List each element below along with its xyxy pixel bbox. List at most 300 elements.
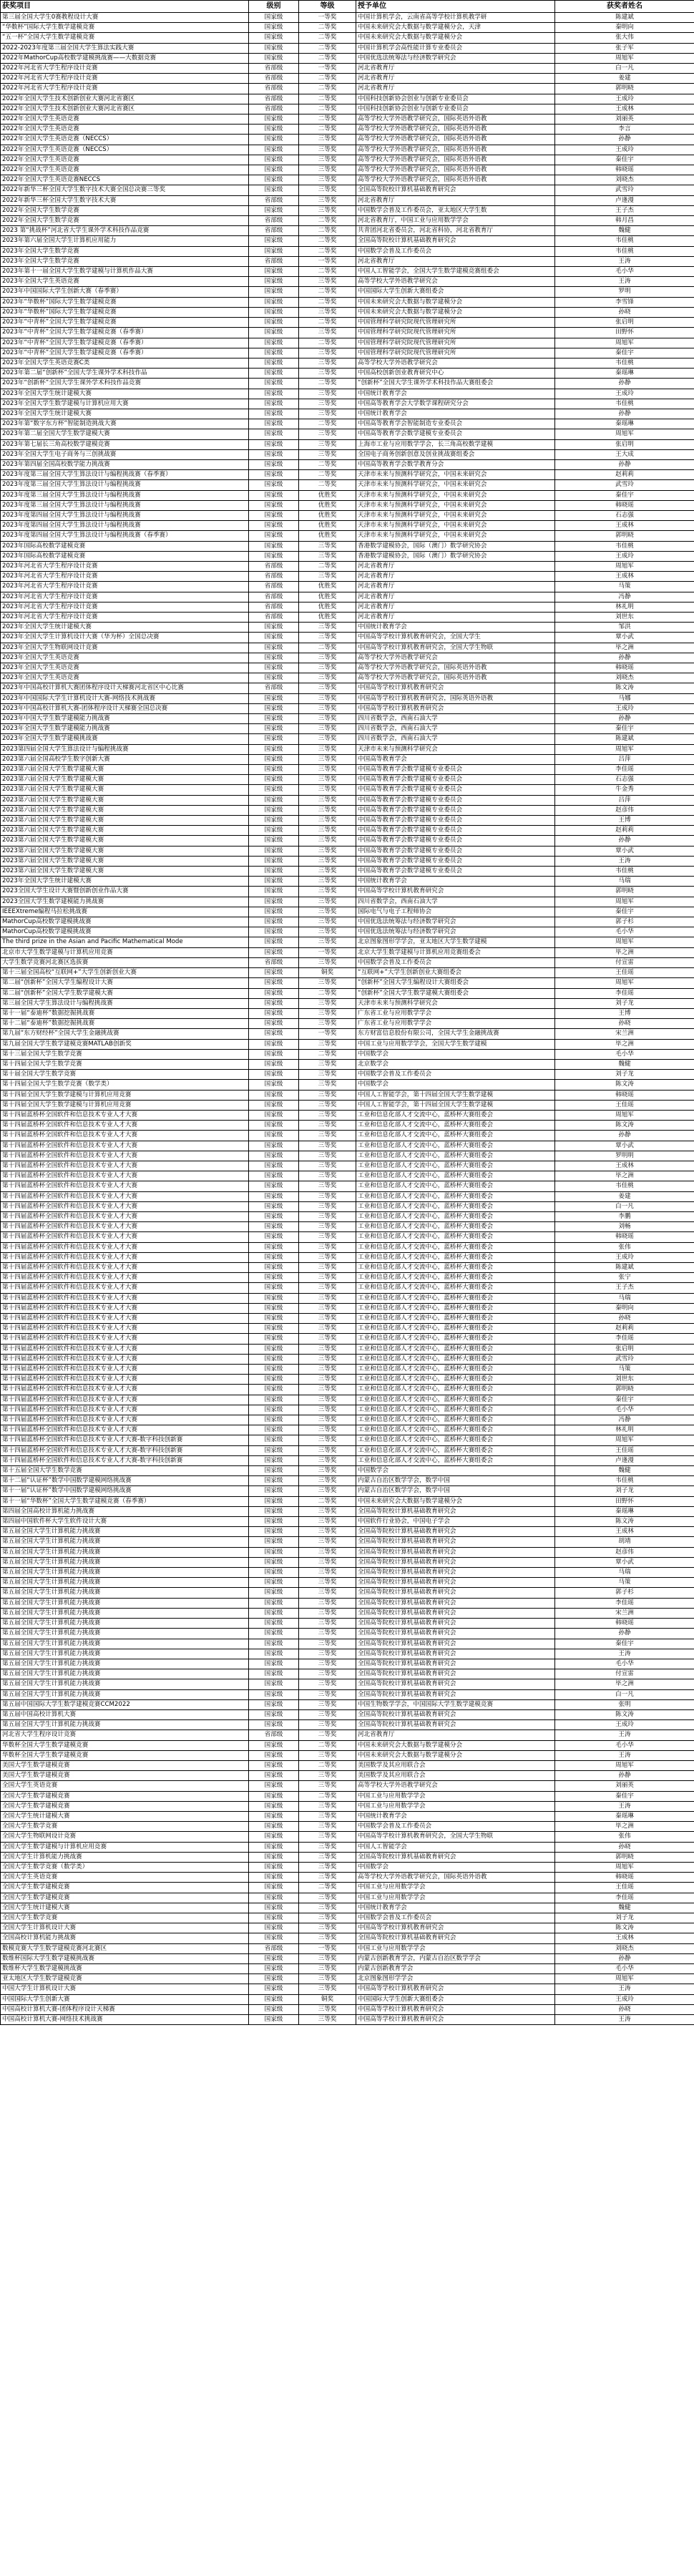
cell-winner: 韩晓瑶 — [555, 1873, 694, 1883]
cell-project: 全国大学生计算机能力挑战赛 — [1, 1852, 249, 1862]
table-row — [1, 1405, 694, 1415]
cell-project: 中国国际大学生创新大赛 — [1, 1994, 249, 2004]
cell-level: 省部级 — [249, 74, 299, 84]
cell-level: 国家级 — [249, 1486, 299, 1496]
cell-issuer: 中国数学会普及工作委员会 — [356, 246, 555, 256]
cell-grade: 三等奖 — [299, 1375, 356, 1385]
cell-project: 2023年第十一届全国大学生数学建模与计算机作品大赛 — [1, 267, 249, 277]
table-row — [1, 1943, 694, 1953]
table-row — [1, 1811, 694, 1821]
cell-project: 2023年度第三届全国大学生算法设计与编程挑战赛 — [1, 500, 249, 510]
cell-level: 国家级 — [249, 1365, 299, 1375]
cell-issuer: 天津市未来与预测科学研究会，中国未来研究会 — [356, 470, 555, 480]
cell-level: 省部级 — [249, 84, 299, 94]
cell-project: 第十四届蓝桥杯全国软件和信息技术专业人才大赛 — [1, 1151, 249, 1161]
cell-issuer: 工业和信息化部人才交流中心，蓝桥杯大赛组委会 — [356, 1354, 555, 1364]
cell-grade: 三等奖 — [299, 867, 356, 877]
cell-grade: 三等奖 — [299, 1598, 356, 1608]
cell-winner: 武雪玲 — [555, 480, 694, 490]
cell-winner: 韦佳桃 — [555, 358, 694, 368]
cell-issuer: 中国统计教育学会 — [356, 877, 555, 887]
cell-project: 第九届全国大学生数学建模竞赛MATLAB创新奖 — [1, 1039, 249, 1049]
table-row — [1, 1314, 694, 1324]
cell-project: 美国大学生数学建模竞赛 — [1, 1760, 249, 1770]
cell-winner: 王涛 — [555, 256, 694, 266]
cell-issuer: 中国高等教育学会数学建模专业委员会 — [356, 775, 555, 785]
cell-grade: 三等奖 — [299, 399, 356, 409]
cell-grade: 三等奖 — [299, 623, 356, 633]
table-row — [1, 13, 694, 23]
cell-grade: 三等奖 — [299, 429, 356, 439]
cell-grade: 三等奖 — [299, 1619, 356, 1629]
cell-project: 第二届“创新杯”全国大学生编程设计大赛 — [1, 978, 249, 988]
cell-grade: 三等奖 — [299, 328, 356, 338]
cell-winner: 韩晓瑶 — [555, 1090, 694, 1100]
cell-winner: 陈文涛 — [555, 1517, 694, 1527]
cell-level: 国家级 — [249, 1893, 299, 1903]
cell-winner: 王成林 — [555, 521, 694, 531]
cell-project: 第十四届蓝桥杯全国软件和信息技术专业人才大赛 — [1, 1344, 249, 1354]
cell-winner: 白一凡 — [555, 1689, 694, 1699]
cell-winner: 秦瑶琳 — [555, 419, 694, 429]
cell-issuer: 工业和信息化部人才交流中心，蓝桥杯大赛组委会 — [356, 1110, 555, 1120]
cell-level: 国家级 — [249, 1161, 299, 1171]
cell-level: 国家级 — [249, 53, 299, 63]
cell-project: 2023第六届全国大学生数学建模大赛 — [1, 765, 249, 775]
cell-project: 2023年“华数杯”国际大学生数学建模竞赛 — [1, 307, 249, 317]
cell-winner: 毕之洲 — [555, 1171, 694, 1181]
cell-issuer: 全国高等院校计算机基础教育研究会 — [356, 1689, 555, 1699]
cell-issuer: 中国工业与应用数学学会 — [356, 1893, 555, 1903]
table-row — [1, 1709, 694, 1719]
cell-grade: 三等奖 — [299, 1893, 356, 1903]
cell-project: 全国大学生统计建模大赛 — [1, 1811, 249, 1821]
cell-issuer: 中国高等教育学会数学建模专业委员会 — [356, 826, 555, 836]
cell-grade: 三等奖 — [299, 1344, 356, 1354]
cell-project: 2023年“中青杯”全国大学生数学建模竞赛 — [1, 318, 249, 328]
table-row — [1, 1862, 694, 1872]
cell-issuer: 工业和信息化部人才交流中心，蓝桥杯大赛组委会 — [356, 1303, 555, 1313]
cell-project: 第十一届“华数杯”全国大学生数学建模竞赛（春季赛） — [1, 1496, 249, 1506]
cell-winner: 陈建斌 — [555, 734, 694, 744]
cell-winner: 王成林 — [555, 1933, 694, 1943]
cell-project: 第四届全国高校计算机能力挑战赛 — [1, 1506, 249, 1516]
cell-winner: 王成林 — [555, 1161, 694, 1171]
cell-issuer: 东方财富信息股份有限公司，全国大学生金融挑战赛 — [356, 1029, 555, 1039]
cell-winner: 王佳瑶 — [555, 1445, 694, 1455]
cell-issuer: 中国高等学校计算机教育研究会 — [356, 683, 555, 693]
cell-issuer: 工业和信息化部人才交流中心，蓝桥杯大赛组委会 — [356, 1211, 555, 1221]
cell-issuer: 全国高等院校计算机基础教育研究会 — [356, 1547, 555, 1557]
cell-project: 第五届全国大学生计算机能力挑战赛 — [1, 1588, 249, 1598]
cell-winner: 王佳瑶 — [555, 968, 694, 978]
cell-level: 国家级 — [249, 1354, 299, 1364]
cell-winner: 李雪锋 — [555, 297, 694, 307]
cell-level: 国家级 — [249, 1832, 299, 1842]
cell-project: 2023年全国大学生英语竞赛C类 — [1, 358, 249, 368]
cell-winner: 张启明 — [555, 1344, 694, 1354]
table-row — [1, 2015, 694, 2025]
cell-issuer: 中国数学会普及工作委员会，亚太地区大学生数 — [356, 205, 555, 215]
cell-issuer: 天津市未来与预测科学研究会，中国未来研究会 — [356, 510, 555, 520]
cell-project: 2023年第六届全国大学生计算机应用能力 — [1, 236, 249, 246]
cell-project: 第十四届蓝桥杯全国软件和信息技术专业人才大赛 — [1, 1303, 249, 1313]
cell-issuer: 中国高等教育学会数学建模专业委员会 — [356, 785, 555, 795]
cell-project: 2023第六届全国大学生数学建模大赛 — [1, 775, 249, 785]
cell-grade: 二等奖 — [299, 43, 356, 53]
cell-grade: 二等奖 — [299, 338, 356, 348]
cell-grade: 三等奖 — [299, 348, 356, 358]
cell-project: 2023年全国大学生数学建模挑战赛 — [1, 734, 249, 744]
cell-project: 第九届“东方财经杯”全国大学生金融挑战赛 — [1, 1029, 249, 1039]
cell-issuer: 中国统计教育学会 — [356, 623, 555, 633]
cell-issuer: 河北省教育厅 — [356, 572, 555, 582]
cell-grade: 二等奖 — [299, 236, 356, 246]
cell-project: 2023第六届全国大学生数学建模大赛 — [1, 836, 249, 846]
table-row — [1, 1883, 694, 1893]
table-row — [1, 1506, 694, 1516]
cell-issuer: 工业和信息化部人才交流中心，蓝桥杯大赛组委会 — [356, 1435, 555, 1445]
table-row — [1, 1354, 694, 1364]
cell-level: 国家级 — [249, 1953, 299, 1963]
cell-issuer: 中国未来研究会大数据与数学建模分会 — [356, 1750, 555, 1760]
cell-winner: 毕之洲 — [555, 1679, 694, 1689]
cell-grade: 三等奖 — [299, 307, 356, 317]
cell-grade: 三等奖 — [299, 1649, 356, 1659]
table-row — [1, 643, 694, 653]
cell-level: 国家级 — [249, 978, 299, 988]
cell-level: 国家级 — [249, 1314, 299, 1324]
cell-winner: 牛金秀 — [555, 785, 694, 795]
cell-issuer: “互联网+”大学生创新创业大赛组委会 — [356, 968, 555, 978]
cell-project: 第十四届蓝桥杯全国软件和信息技术专业人才大赛 — [1, 1201, 249, 1211]
cell-winner: 王涛 — [555, 1801, 694, 1811]
cell-winner: 魏健 — [555, 1059, 694, 1069]
cell-project: 第十四届蓝桥杯全国软件和信息技术专业人才大赛 — [1, 1283, 249, 1293]
cell-winner: 赵彦伟 — [555, 805, 694, 815]
cell-project: 北京市大学生数学建模与计算机应用竞赛 — [1, 947, 249, 957]
table-row — [1, 114, 694, 125]
cell-level: 国家级 — [249, 419, 299, 429]
cell-grade: 三等奖 — [299, 1862, 356, 1872]
cell-issuer: 工业和信息化部人才交流中心，蓝桥杯大赛组委会 — [356, 1314, 555, 1324]
cell-level: 国家级 — [249, 1842, 299, 1852]
table-row — [1, 439, 694, 449]
table-row — [1, 1110, 694, 1120]
cell-winner: 卢逢漫 — [555, 1455, 694, 1465]
table-row — [1, 1527, 694, 1537]
cell-winner: 罗明 — [555, 287, 694, 297]
cell-issuer: 高等学校大学外语教学研究会，国际英语外语教 — [356, 165, 555, 175]
cell-grade: 二等奖 — [299, 74, 356, 84]
cell-level: 国家级 — [249, 1913, 299, 1923]
cell-issuer: 全国高等院校计算机基础教育研究会 — [356, 1649, 555, 1659]
cell-project: 第十四届蓝桥杯全国软件和信息技术专业人才大赛 — [1, 1262, 249, 1272]
cell-winner: 孙晓 — [555, 1314, 694, 1324]
cell-level: 国家级 — [249, 1181, 299, 1191]
table-row — [1, 1730, 694, 1740]
cell-winner: 罗明明 — [555, 1151, 694, 1161]
cell-issuer: 天津市未来与预测科学研究会，中国未来研究会 — [356, 531, 555, 541]
cell-winner: 秦明向 — [555, 1303, 694, 1313]
cell-issuer: 全国高等院校计算机基础教育研究会 — [356, 1608, 555, 1618]
cell-level: 省部级 — [249, 64, 299, 74]
cell-level: 国家级 — [249, 1709, 299, 1719]
cell-level: 国家级 — [249, 500, 299, 510]
cell-grade: 三等奖 — [299, 541, 356, 551]
table-row — [1, 1659, 694, 1669]
cell-issuer: 中国工业与应用数学学会 — [356, 1791, 555, 1801]
cell-winner: 李鹏 — [555, 1211, 694, 1221]
cell-project: 2022-2023年度第三届全国大学生算法实践大赛 — [1, 43, 249, 53]
cell-project: 全国大学生英语竞赛 — [1, 1873, 249, 1883]
cell-grade: 三等奖 — [299, 1953, 356, 1963]
cell-project: 第十三届全国大学生数学竞赛 — [1, 1049, 249, 1059]
cell-level: 国家级 — [249, 714, 299, 724]
cell-issuer: 中国生物数学学会，中国国际大学生数学建模竞赛 — [356, 1699, 555, 1709]
cell-project: 第十四届蓝桥杯全国软件和信息技术专业人才大赛 — [1, 1191, 249, 1201]
cell-winner: 毛小华 — [555, 1964, 694, 1974]
table-row — [1, 155, 694, 165]
cell-project: 第十四届蓝桥杯全国软件和信息技术专业人才大赛 — [1, 1425, 249, 1435]
cell-grade: 三等奖 — [299, 1913, 356, 1923]
header-level: 级别 — [249, 1, 299, 13]
table-row — [1, 1517, 694, 1527]
cell-grade: 一等奖 — [299, 947, 356, 957]
table-row — [1, 703, 694, 713]
cell-issuer: 中国统计教育学会 — [356, 389, 555, 399]
cell-level: 国家级 — [249, 1862, 299, 1872]
cell-grade: 三等奖 — [299, 1842, 356, 1852]
cell-grade: 三等奖 — [299, 1283, 356, 1293]
cell-project: 2023 第“挑战杯”河北省大学生课外学术科技作品竞赛 — [1, 226, 249, 236]
cell-winner: 王成玲 — [555, 703, 694, 713]
table-row — [1, 1232, 694, 1242]
cell-winner: 孙晓 — [555, 1842, 694, 1852]
cell-project: 第十四届蓝桥杯全国软件和信息技术专业人才大赛 — [1, 1131, 249, 1141]
cell-level: 国家级 — [249, 389, 299, 399]
cell-winner: 赵彦伟 — [555, 1547, 694, 1557]
cell-winner: 毕之洲 — [555, 1822, 694, 1832]
cell-issuer: 香港数学建模协会，国际（澳门）数学研究协会 — [356, 551, 555, 561]
cell-issuer: 中国高等学校计算机教育研究会 — [356, 1923, 555, 1933]
table-row — [1, 64, 694, 74]
cell-level: 国家级 — [249, 449, 299, 459]
cell-issuer: 内蒙古自治区数学学会，数学中国 — [356, 1486, 555, 1496]
cell-project: 第五届全国大学生计算机能力挑战赛 — [1, 1619, 249, 1629]
cell-winner: 马瑞 — [555, 1568, 694, 1578]
cell-winner: 孙静 — [555, 409, 694, 419]
cell-level: 省部级 — [249, 683, 299, 693]
table-row — [1, 175, 694, 185]
cell-grade: 三等奖 — [299, 957, 356, 967]
cell-level: 国家级 — [249, 1537, 299, 1547]
cell-issuer: 工业和信息化部人才交流中心，蓝桥杯大赛组委会 — [356, 1425, 555, 1435]
cell-project: 全国大学生物联网设计竞赛 — [1, 1832, 249, 1842]
table-row — [1, 145, 694, 155]
cell-level: 国家级 — [249, 1811, 299, 1821]
table-row — [1, 805, 694, 815]
cell-project: 2023年全国大学生英语竞赛 — [1, 277, 249, 287]
cell-winner: 周旭军 — [555, 744, 694, 754]
cell-winner: 王成林 — [555, 572, 694, 582]
cell-grade: 三等奖 — [299, 1080, 356, 1090]
cell-grade: 三等奖 — [299, 369, 356, 379]
table-row — [1, 1588, 694, 1598]
cell-project: 第十届全国大学生数学竞赛 — [1, 1070, 249, 1080]
cell-level: 国家级 — [249, 623, 299, 633]
cell-project: 美国大学生数学建模竞赛 — [1, 1771, 249, 1781]
cell-issuer: 高等学校大学外语教学研究会，国际英语外语教 — [356, 1873, 555, 1883]
cell-level: 国家级 — [249, 1283, 299, 1293]
cell-winner: 王涛 — [555, 1984, 694, 1994]
cell-project: 2023第六届全国大学生数学建模大赛 — [1, 795, 249, 805]
cell-level: 国家级 — [249, 1964, 299, 1974]
cell-winner: 张伟 — [555, 1832, 694, 1842]
cell-grade: 三等奖 — [299, 693, 356, 703]
table-row — [1, 1375, 694, 1385]
cell-level: 国家级 — [249, 897, 299, 907]
cell-level: 国家级 — [249, 1720, 299, 1730]
cell-project: 第十四届蓝桥杯全国软件和信息技术专业人才大赛 — [1, 1375, 249, 1385]
table-row — [1, 1974, 694, 1984]
cell-project: 2023年第七届长三角高校数学建模竞赛 — [1, 439, 249, 449]
table-row — [1, 957, 694, 967]
cell-project: 第十四届蓝桥杯全国软件和信息技术专业人才大赛 — [1, 1161, 249, 1171]
cell-grade: 优胜奖 — [299, 602, 356, 612]
cell-issuer: 全国高等院校计算机基础教育研究会 — [356, 1669, 555, 1679]
table-row — [1, 369, 694, 379]
cell-winner: 周旭军 — [555, 338, 694, 348]
cell-project: 第十四届蓝桥杯全国软件和信息技术专业人才大赛 — [1, 1252, 249, 1262]
cell-project: 2023年河北省大学生程序设计竞赛 — [1, 592, 249, 602]
cell-level: 国家级 — [249, 703, 299, 713]
cell-level: 国家级 — [249, 1760, 299, 1770]
cell-winner: 郭子杉 — [555, 1588, 694, 1598]
cell-winner: 张明 — [555, 1699, 694, 1709]
cell-project: 第十四届蓝桥杯全国软件和信息技术专业人才大赛 — [1, 1354, 249, 1364]
cell-level: 国家级 — [249, 775, 299, 785]
cell-project: 2022年全国大学生英语竞赛NECCS — [1, 175, 249, 185]
cell-project: 2023年河北省大学生程序设计竞赛 — [1, 612, 249, 622]
cell-project: 第十四届全国大学生数学建模与计算机应用竞赛 — [1, 1100, 249, 1110]
table-row — [1, 459, 694, 469]
cell-issuer: 中国管理科学研究院现代管理研究所 — [356, 348, 555, 358]
cell-project: 全国大学生数学竞赛 — [1, 1913, 249, 1923]
cell-level: 国家级 — [249, 1873, 299, 1883]
cell-issuer: 河北省教育厅 — [356, 561, 555, 571]
cell-grade: 三等奖 — [299, 1781, 356, 1791]
table-row — [1, 1121, 694, 1131]
cell-grade: 三等奖 — [299, 1832, 356, 1842]
cell-winner: 秦佳宇 — [555, 490, 694, 500]
cell-grade: 三等奖 — [299, 1933, 356, 1943]
cell-winner: 郭明晓 — [555, 84, 694, 94]
cell-level: 国家级 — [249, 1262, 299, 1272]
cell-level: 国家级 — [249, 663, 299, 673]
cell-project: 数维杯国际大学生数学建模挑战赛 — [1, 1953, 249, 1963]
cell-grade: 三等奖 — [299, 1679, 356, 1689]
cell-project: 2022年全国大学生英语竞赛 — [1, 125, 249, 135]
cell-level: 国家级 — [249, 1222, 299, 1232]
table-row — [1, 1466, 694, 1476]
cell-level: 国家级 — [249, 1659, 299, 1669]
cell-winner: 刘丽英 — [555, 114, 694, 125]
cell-level: 国家级 — [249, 459, 299, 469]
cell-issuer: 香港数学建模协会，国际（澳门）数学研究协会 — [356, 541, 555, 551]
table-row — [1, 348, 694, 358]
cell-level: 国家级 — [249, 1049, 299, 1059]
table-row — [1, 937, 694, 947]
table-row — [1, 1141, 694, 1151]
cell-grade: 三等奖 — [299, 1547, 356, 1557]
cell-grade: 三等奖 — [299, 1293, 356, 1303]
cell-level: 省部级 — [249, 216, 299, 226]
cell-winner: 秦佳宇 — [555, 1639, 694, 1649]
table-row — [1, 1801, 694, 1811]
cell-level: 国家级 — [249, 1466, 299, 1476]
cell-issuer: 工业和信息化部人才交流中心，蓝桥杯大赛组委会 — [356, 1121, 555, 1131]
cell-project: 2023年度第三届全国大学生算法设计与编程挑战赛（春季赛） — [1, 470, 249, 480]
cell-issuer: 工业和信息化部人才交流中心，蓝桥杯大赛组委会 — [356, 1445, 555, 1455]
cell-issuer: 中国科技创新协会创业与创新专业委员会 — [356, 104, 555, 114]
cell-issuer: 高等学校大学外语教学研究会，国际英语外语教 — [356, 663, 555, 673]
cell-issuer: 广东省工业与应用数学学会 — [356, 1008, 555, 1018]
cell-grade: 三等奖 — [299, 1903, 356, 1913]
table-row — [1, 1984, 694, 1994]
cell-grade: 三等奖 — [299, 1059, 356, 1069]
table-row — [1, 74, 694, 84]
cell-issuer: 工业和信息化部人才交流中心，蓝桥杯大赛组委会 — [356, 1252, 555, 1262]
cell-project: 第十四届蓝桥杯全国软件和信息技术专业人才大赛 — [1, 1121, 249, 1131]
cell-grade: 优胜奖 — [299, 531, 356, 541]
cell-winner: 孙晓 — [555, 307, 694, 317]
cell-project: 全国大学生数学建模竞赛 — [1, 1883, 249, 1893]
cell-grade: 三等奖 — [299, 551, 356, 561]
cell-issuer: 高等学校大学外语教学研究会，国际英语外语教 — [356, 155, 555, 165]
table-row — [1, 1059, 694, 1069]
cell-winner: 毛小华 — [555, 1659, 694, 1669]
cell-grade: 一等奖 — [299, 64, 356, 74]
cell-project: 2023第六届全国大学生数学建模大赛 — [1, 846, 249, 856]
table-row — [1, 226, 694, 236]
cell-project: 2023年第二届全国大学生数学建模大赛 — [1, 429, 249, 439]
cell-project: “五一杯”全国大学生数学建模竞赛 — [1, 33, 249, 43]
cell-issuer: 中国统计教育学会 — [356, 1811, 555, 1821]
cell-project: 2023第六届全国大学生数学建模大赛 — [1, 856, 249, 866]
cell-project: 2023年河北省大学生程序设计竞赛 — [1, 572, 249, 582]
cell-issuer: 工业和信息化部人才交流中心，蓝桥杯大赛组委会 — [356, 1181, 555, 1191]
cell-issuer: “创新杯”全国大学生数学建模大赛组委会 — [356, 988, 555, 998]
cell-project: 第五届全国大学生计算机能力挑战赛 — [1, 1639, 249, 1649]
cell-grade: 三等奖 — [299, 1689, 356, 1699]
cell-level: 国家级 — [249, 1568, 299, 1578]
table-row — [1, 633, 694, 643]
table-row — [1, 988, 694, 998]
cell-grade: 优胜奖 — [299, 592, 356, 602]
cell-issuer: 中国管理科学研究院现代管理研究所 — [356, 328, 555, 338]
cell-level: 国家级 — [249, 1984, 299, 1994]
cell-grade: 三等奖 — [299, 846, 356, 856]
cell-project: 华数杯全国大学生数学建模竞赛 — [1, 1740, 249, 1750]
table-row — [1, 1039, 694, 1049]
cell-grade: 三等奖 — [299, 389, 356, 399]
cell-grade: 三等奖 — [299, 1405, 356, 1415]
cell-grade: 二等奖 — [299, 379, 356, 389]
cell-project: 2023年第二届“创新杯”全国大学生课外学术科技作品 — [1, 369, 249, 379]
cell-level: 国家级 — [249, 673, 299, 683]
cell-project: 第五届全国大学生计算机能力挑战赛 — [1, 1537, 249, 1547]
